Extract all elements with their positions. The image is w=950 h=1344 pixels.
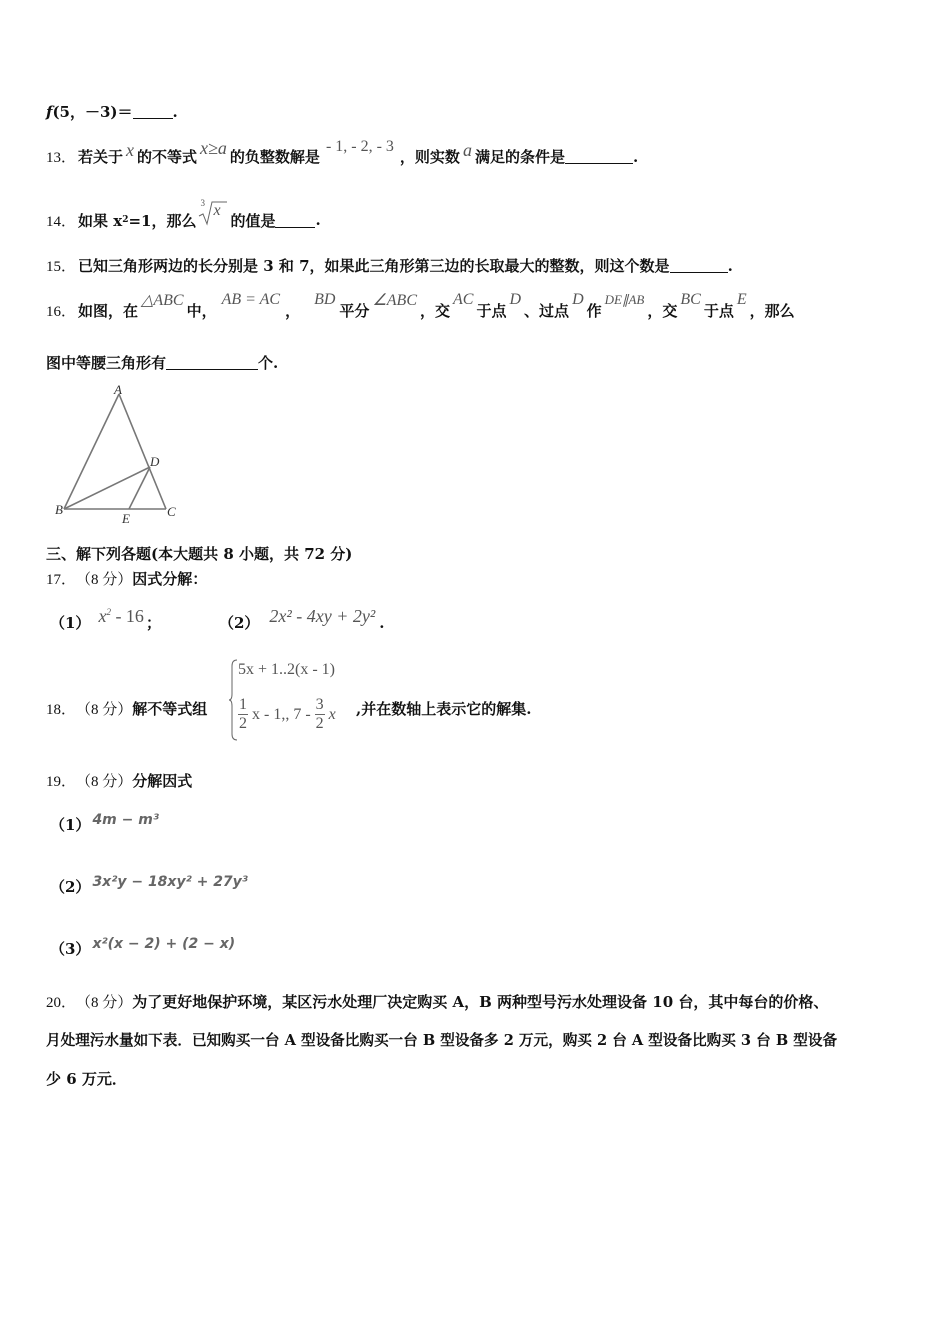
question-16-line2: [46, 352, 278, 373]
question-number: 15．: [46, 259, 77, 275]
text-segment: 满足的条件是: [474, 148, 565, 166]
question-number: 20．: [46, 995, 77, 1011]
question-20-line3: 少 6 万元．: [46, 1070, 127, 1088]
denominator: 2: [239, 715, 247, 732]
text-segment: ，那么: [749, 302, 795, 320]
question-18: [46, 698, 207, 719]
expr-sup: 2: [106, 607, 111, 617]
function-name: f: [46, 102, 53, 121]
score: （8 分）: [76, 572, 133, 588]
score: （8 分）: [76, 995, 133, 1011]
question-17: [46, 568, 207, 589]
part-label: （2）: [50, 878, 91, 896]
question-title: 解不等式组: [132, 700, 208, 718]
system-mid: x - 1,, 7 -: [252, 705, 311, 723]
part1-expression: [98, 606, 144, 627]
part-expression: x²(x − 2) + (2 − x): [92, 935, 236, 952]
answer-blank: [275, 213, 315, 228]
question-number: 13．: [46, 150, 77, 166]
question-19: [46, 770, 192, 791]
question-19-part1: [50, 811, 159, 835]
label-c: C: [167, 504, 176, 519]
triangle-figure: [52, 382, 192, 524]
text-segment: 的值是: [230, 211, 276, 230]
var-x: x: [126, 140, 135, 160]
question-13: [46, 137, 639, 167]
solutions: - 1, - 2, - 3: [325, 137, 394, 155]
question-text: 已知三角形两边的长分别是 3 和 7，如果此三角形第三边的长取最大的整数，则这个数是: [78, 257, 670, 275]
fraction-half: [238, 696, 248, 733]
root-index: 3: [200, 198, 205, 208]
system-line-1: 5x + 1..2(x - 1): [238, 661, 336, 678]
var-x: x: [328, 705, 336, 723]
text-segment: 的不等式: [137, 148, 198, 166]
text-segment: 如果 x: [78, 211, 123, 230]
part-expression: 4m − m³: [92, 811, 159, 828]
part-label: （1）: [50, 614, 91, 632]
text-segment: 个.: [258, 354, 279, 372]
point-e: E: [736, 290, 747, 308]
question-15: [46, 255, 733, 276]
section-heading: 三、解下列各题(本大题共 8 小题，共 72 分): [46, 545, 353, 563]
text-segment: ，则实数: [399, 148, 460, 166]
period: .: [315, 211, 321, 229]
question-number: 17．: [46, 572, 77, 588]
score: （8 分）: [76, 774, 133, 790]
label-b: B: [55, 502, 63, 517]
question-19-part3: [50, 935, 236, 959]
radicand: x: [213, 202, 221, 219]
function-line: [46, 101, 178, 122]
question-number: 19．: [46, 774, 77, 790]
part-expression: 3x²y − 18xy² + 27y³: [92, 873, 248, 890]
side-ab: [64, 394, 119, 509]
var-a: a: [462, 140, 472, 160]
period: .: [632, 147, 639, 166]
expr-rest: - 16: [110, 606, 144, 626]
text-segment: 如图，在: [78, 302, 139, 320]
point-d: D: [509, 290, 522, 308]
label-e: E: [122, 511, 130, 524]
segment-bd: [64, 467, 150, 509]
text-segment: 作: [586, 302, 602, 320]
question-number: 16．: [46, 304, 77, 320]
question-16: [46, 290, 795, 321]
answer-blank: [565, 149, 633, 164]
part2-expression: 2x² - 4xy + 2y²: [269, 606, 376, 626]
part-label: （3）: [50, 940, 91, 958]
answer-blank: [133, 104, 173, 119]
label-a: A: [114, 382, 122, 397]
text-segment: 若关于: [78, 148, 124, 166]
period: .: [727, 256, 733, 275]
text-segment: 平分: [339, 302, 370, 320]
semicolon: ；: [145, 614, 161, 632]
text-segment: ，交: [420, 302, 451, 320]
question-20: [46, 991, 828, 1012]
side-ac: [119, 394, 166, 509]
cube-root: [198, 200, 228, 228]
question-number: 18．: [46, 702, 77, 718]
answer-blank: [670, 258, 728, 273]
text-segment: ，交: [647, 302, 678, 320]
text-segment: ，: [285, 302, 301, 320]
expr-base: x: [98, 606, 107, 626]
segment-bd: BD: [314, 290, 336, 308]
label-d: D: [150, 454, 160, 469]
text-segment: 、过点: [524, 302, 570, 320]
part-label: （2）: [218, 614, 260, 632]
period: .: [172, 102, 178, 121]
answer-blank: [166, 355, 258, 370]
text-segment: =1，那么: [128, 211, 197, 230]
text-segment: 于点: [476, 302, 507, 320]
question-20-line2: 月处理污水量如下表．已知购买一台 A 型设备比购买一台 B 型设备多 2 万元，购买 2 台 A 型设备比购买 3 台 B 型设备: [46, 1032, 838, 1049]
text-segment: 于点: [703, 302, 734, 320]
fraction-three-halves: [315, 696, 325, 733]
point-d: D: [572, 290, 584, 308]
inequality: x≥a: [200, 138, 227, 158]
angle-abc: ∠ABC: [372, 291, 417, 309]
equation-ab-ac: AB = AC: [221, 290, 281, 308]
question-18-tail: ,并在数轴上表示它的解集.: [356, 700, 532, 718]
part-label: （1）: [50, 816, 91, 834]
text-segment: 中，: [186, 302, 217, 320]
question-19-part2: [50, 873, 248, 897]
segment-ac: AC: [453, 290, 474, 308]
question-title: 分解因式: [132, 772, 193, 790]
text-segment: 图中等腰三角形有: [46, 354, 167, 372]
numerator: 3: [315, 696, 324, 713]
numerator: 1: [239, 696, 247, 713]
parallel-de-ab: DE∥AB: [604, 291, 645, 307]
question-number: 14．: [46, 213, 77, 230]
superscript: 2: [122, 215, 129, 225]
function-args: (5，－3)＝: [52, 103, 133, 121]
system-line-2: [238, 696, 336, 733]
segment-de: [129, 467, 150, 509]
segment-bc: BC: [680, 290, 701, 308]
question-text-line1: 为了更好地保护环境，某区污水处理厂决定购买 A，B 两种型号污水处理设备 10 台，其中每台的价格、: [132, 993, 829, 1011]
period: .: [379, 613, 385, 632]
text-segment: 的负整数解是: [229, 148, 320, 166]
question-14: [46, 198, 321, 234]
question-title: 因式分解：: [132, 570, 208, 588]
inequality-system: [228, 658, 358, 742]
question-17-parts: [50, 606, 385, 633]
denominator: 2: [315, 715, 324, 732]
score: （8 分）: [76, 702, 133, 718]
triangle-abc: △ABC: [141, 291, 184, 309]
